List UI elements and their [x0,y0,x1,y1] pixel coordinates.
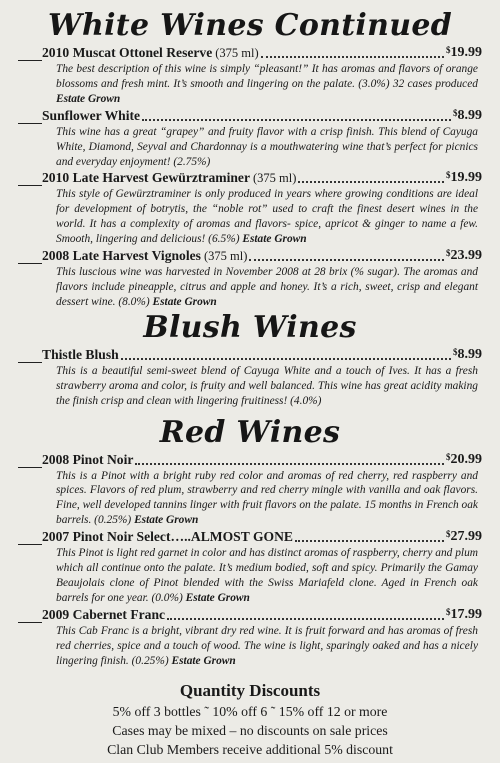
quantity-blank [18,610,42,623]
description-text: This wine has a great “grapey” and fruity flavor with a crisp finish. This blend of Cayuga White, Diamond, Seyval and Chardonnay is a mouthwatering wine that’s perfect for picnics and everyday enjoyment! (2.75%) [56,125,478,168]
wine-line [18,452,482,468]
description-text: This luscious wine was harvested in November 2008 at 28 brix (% sugar). The aromas and flavors include pineapple, citrus and apple and honey. It’s a rich, sweet, crisp and elegant dessert wine. (8.0%) [56,266,478,308]
price-value: 19.99 [450,170,482,186]
estate-grown-tag: Estate Grown [242,233,307,246]
wine-line [18,108,482,124]
wine-line [18,347,482,363]
wine-size: (375 ml) [203,249,248,264]
wine-description [56,62,478,107]
quantity-blank [18,48,42,61]
quantity-blank [18,111,42,124]
price-value: 19.99 [450,45,482,60]
red-wine-list [18,452,482,669]
estate-grown-tag: Estate Grown [134,514,199,527]
description-text: This Pinot is light red garnet in color and has distinct aromas of raspberry, cherry and plum which all continue onto the palate. It’s medium bodied, soft and spicy. Primarily the Gamay Beaujolais clone of Pinot blended with the Swiss Mariafeld clone. Aged in French oak barrels for one year. (0.0%) [56,547,478,604]
estate-grown-tag: Estate Grown [185,591,250,604]
wine-entry [18,248,482,310]
quantity-discounts [18,680,482,759]
dollar-sign: $ [446,451,451,462]
estate-grown-tag: Estate Grown [56,92,121,105]
wine-description [56,125,478,170]
wine-size: (375 ml) [253,171,297,186]
dot-leader [135,463,444,465]
wine-line [18,170,482,186]
wine-price [446,45,482,61]
dollar-sign: $ [453,107,458,118]
wine-name: 2009 Cabernet Franc [42,606,166,622]
wine-description [56,469,478,529]
dollar-sign: $ [453,346,458,357]
estate-grown-tag: Estate Grown [152,295,217,308]
dollar-sign: $ [446,45,451,55]
dot-leader [167,618,444,620]
wine-description [56,546,478,606]
dot-leader [142,119,451,121]
wine-name: 2008 Pinot Noir [42,451,134,467]
price-value: 8.99 [457,346,482,362]
wine-price [446,170,482,186]
wine-name: Sunflower White [42,107,141,123]
wine-entry [18,607,482,669]
wine-price [446,529,482,545]
wine-description [56,364,478,409]
dollar-sign: $ [446,170,451,181]
price-value: 23.99 [450,248,482,264]
dollar-sign: $ [446,529,451,540]
dot-leader [249,259,444,261]
wine-line [18,607,482,623]
quantity-blank [18,173,42,186]
wine-entry [18,108,482,170]
estate-grown-tag: Estate Grown [171,654,236,667]
price-value: 20.99 [450,451,482,467]
red-wines-heading: Red Wines [159,414,341,450]
dot-leader [295,540,444,542]
discounts-title: Quantity Discounts [179,681,321,701]
wine-description [56,187,478,247]
wine-line [18,529,482,545]
wine-entry [18,347,482,409]
price-value: 27.99 [450,529,482,545]
wine-price [446,248,482,264]
wine-price [453,108,482,124]
wine-entry [18,452,482,529]
blush-wines-heading: Blush Wines [143,309,357,345]
wine-line [18,45,482,61]
dollar-sign: $ [446,248,451,259]
wine-entry [18,45,482,107]
wine-name: 2008 Late Harvest Vignoles [42,248,201,264]
dot-leader [261,56,444,58]
quantity-blank [18,532,42,545]
discounts-mixing-note: Cases may be mixed – no discounts on sale prices [112,723,388,739]
wine-description [56,624,478,669]
wine-line [18,248,482,264]
wine-name: 2010 Late Harvest Gewürztraminer [42,170,250,186]
white-wines-heading: White Wines Continued [47,8,453,43]
quantity-blank [18,251,42,264]
blush-wine-list [18,347,482,409]
description-text: The best description of this wine is simply “pleasant!” It has aromas and flavors of orange blossoms and fresh mint. It’s smooth and lingering on the palate. (3.0%) 32 cases produced [56,63,478,90]
discounts-rates: 5% off 3 bottles ˜ 10% off 6 ˜ 15% off 12 or more [112,704,388,720]
wine-price [453,347,482,363]
quantity-blank [18,350,42,363]
quantity-blank [18,455,42,468]
wine-price [446,607,482,623]
description-text: This style of Gewürztraminer is only produced in years where growing conditions are ideal for development of botrytis, the “noble rot” used to craft the finest desert wines in the world. It has a complexity of aromas and flavors- spice, apricot & ginger to name a few. Smooth, lingering and delicious! (6.5%) [56,188,478,246]
dollar-sign: $ [446,606,451,617]
wine-entry [18,529,482,606]
description-text: This Cab Franc is a bright, vibrant dry red wine. It is fruit forward and has aromas of fresh red cherries, spice and a touch of wood. The wine is light, sparingly oaked and has a nicely lingering finish. (0.25%) [56,624,478,667]
description-text: This is a Pinot with a bright ruby red color and aromas of red cherry, red raspberry and spices. Flavors of red plum, strawberry and red cherry mingle with vanilla and oak flavors. Fine, well developed tannins linger with fruit flavors on the palate. 15 months in French oak barrels. (0.25%) [56,469,478,527]
price-value: 8.99 [457,107,482,123]
wine-name: 2007 Pinot Noir Select…..ALMOST GONE [42,529,293,545]
wine-name: 2010 Muscat Ottonel Reserve [42,45,213,60]
price-value: 17.99 [450,606,482,622]
discounts-club-note: Clan Club Members receive additional 5% discount [107,742,393,758]
wine-description [56,265,478,310]
description-text: This is a beautiful semi-sweet blend of Cayuga White and a touch of Ives. It has a fresh strawberry aroma and color, is fruity and well balanced. This wine has great acidity making the finish crisp and clean with lingering fruitiness! (4.0%) [56,364,478,407]
white-wine-list [18,45,482,310]
dot-leader [298,181,444,183]
dot-leader [121,358,451,360]
wine-price [446,452,482,468]
wine-entry [18,170,482,247]
wine-size: (375 ml) [215,46,259,60]
wine-name: Thistle Blush [42,346,119,362]
